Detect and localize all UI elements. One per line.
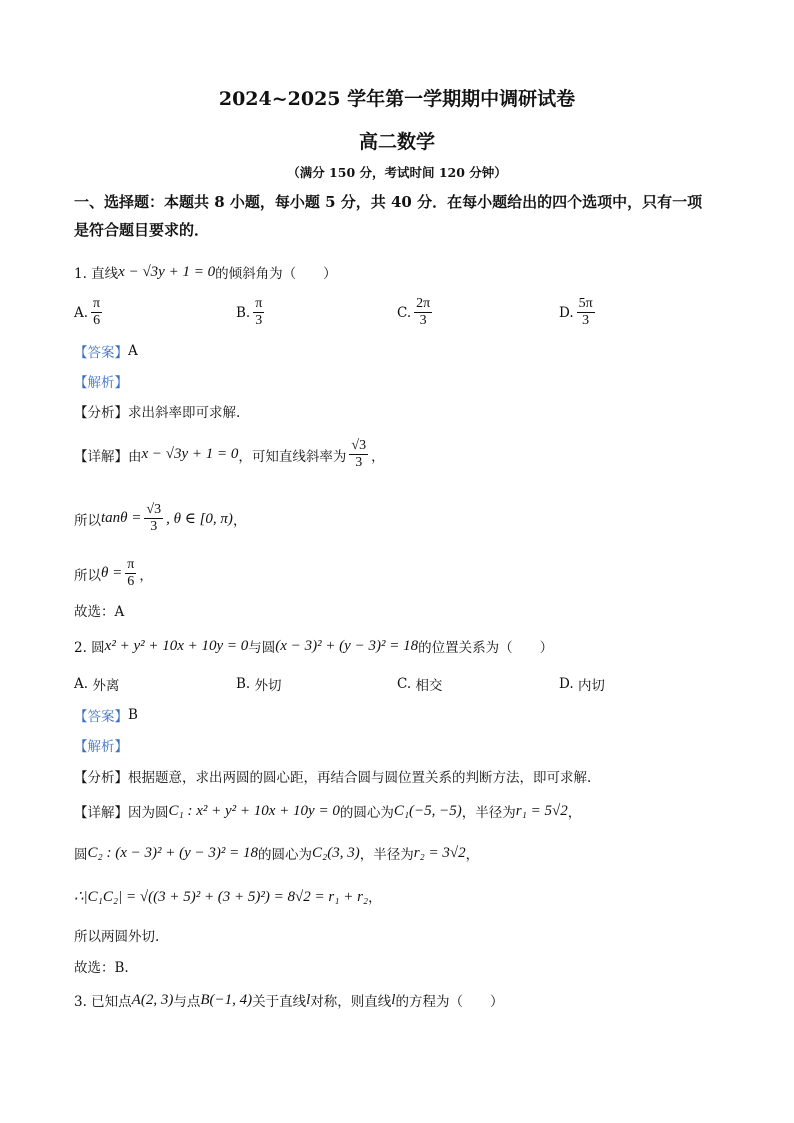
q1-stem	[74, 262, 337, 282]
detail1-c: ，半径为	[461, 805, 516, 821]
fenxi-text: 求出斜率即可求解.	[128, 405, 241, 421]
option-label: C.	[397, 304, 412, 321]
q2-conclusion: 所以两圆外切.	[74, 929, 160, 945]
q3-stem-suffix: 的方程为（ ）	[395, 994, 504, 1010]
q2-circle2: (x − 3)² + (y − 3)² = 18	[275, 637, 419, 654]
q2-number: 2. 圆	[74, 640, 105, 656]
detail2-radius: r₂ = 3√2	[413, 844, 466, 861]
section-heading-line1: 一、选择题：本题共 8 小题，每小题 5 分，共 40 分．在每小题给出的四个选项中，只有一项	[74, 193, 703, 211]
q2-option-c	[397, 674, 442, 694]
answer-value: A	[128, 343, 138, 359]
q2-circle1: x² + y² + 10x + 10y = 0	[104, 637, 249, 654]
q2-detail-line2	[74, 843, 479, 863]
option-label: A.	[74, 304, 89, 321]
detail-tag: 【详解】	[74, 805, 128, 821]
q2-choose: 故选：B.	[74, 960, 129, 976]
q1-option-a	[74, 296, 105, 329]
detail2-end: ，	[465, 847, 480, 863]
tan-fraction: $\frac{√3}{3}$	[146, 502, 162, 534]
option-text: 内切	[577, 678, 605, 694]
detail2-equation: C₂ : (x − 3)² + (y − 3)² = 18	[87, 844, 258, 861]
line2-prefix: 所以	[74, 512, 101, 529]
tan-text: tanθ =	[101, 510, 142, 526]
option-label: B.	[236, 304, 251, 321]
q1-option-c	[397, 296, 435, 329]
q1-answer	[74, 341, 138, 361]
q1-analysis	[74, 371, 128, 391]
answer-value: B	[128, 707, 138, 723]
option-label: B.	[236, 676, 251, 692]
detail1-b: 的圆心为	[339, 805, 394, 821]
q1-option-d	[559, 296, 598, 329]
detail2-a: 圆	[74, 847, 88, 863]
q1-choose: 故选：A	[74, 604, 125, 620]
option-fraction: $\frac{\pi}{6}$	[93, 296, 101, 328]
answer-tag: 【答案】	[74, 709, 128, 725]
option-label: C.	[397, 676, 412, 692]
fenxi-tag: 【分析】	[74, 770, 128, 786]
q1-detail-line3: 所以 θ = $\frac{\pi}{6}$ ，	[74, 557, 153, 589]
detail1-radius: r₁ = 5√2	[515, 802, 568, 819]
q1-fenxi	[74, 401, 240, 421]
q3-mid1: 与点	[173, 994, 201, 1010]
detail-tag: 【详解】	[74, 448, 128, 465]
q3-line-l2: l	[391, 991, 396, 1008]
option-label: D.	[559, 304, 574, 321]
detail-prefix: 由	[128, 448, 142, 465]
q3-mid3: 对称，则直线	[310, 994, 392, 1010]
q2-mid: 与圆	[248, 640, 276, 656]
q3-point-b: B(−1, 4)	[200, 991, 253, 1008]
detail1-end: ，	[567, 805, 582, 821]
q2-answer	[74, 705, 138, 725]
q2-option-b	[236, 674, 282, 694]
option-fraction: $\frac{2\pi}{3}$	[416, 296, 431, 328]
section-heading	[74, 188, 734, 244]
theta-text: θ =	[101, 565, 123, 581]
option-text: 外离	[92, 678, 120, 694]
slope-fraction: $\frac{√3}{3}$	[351, 438, 367, 470]
option-fraction: $\frac{\pi}{3}$	[255, 296, 263, 328]
detail2-c: ，半径为	[359, 847, 414, 863]
q3-point-a: A(2, 3)	[131, 991, 174, 1008]
analysis-tag: 【解析】	[74, 375, 128, 391]
q2-option-d	[559, 674, 605, 694]
answer-tag: 【答案】	[74, 345, 128, 361]
q2-detail-line3	[74, 886, 382, 906]
option-text: 相交	[415, 678, 443, 694]
q3-stem	[74, 990, 503, 1010]
range-text: , θ ∈ [0, π)	[166, 511, 233, 527]
option-label: D.	[559, 676, 574, 692]
q1-number: 1. 直线	[74, 266, 119, 282]
q2-detail	[74, 801, 581, 821]
detail-mid: ，可知直线斜率为	[238, 448, 347, 465]
q1-option-b	[236, 296, 267, 329]
detail1-a: 因为圆	[128, 805, 169, 821]
exam-note: （满分 150 分，考试时间 120 分钟）	[287, 165, 507, 180]
q1-detail-line2: 所以 tanθ = $\frac{√3}{3}$ , θ ∈ [0, π) ，	[74, 502, 247, 534]
q3-line-l: l	[306, 991, 311, 1008]
q1-detail: 【详解】 由 x − √3y + 1 = 0 ，可知直线斜率为 $\frac{√3}{3}$ ，	[74, 438, 385, 470]
q2-stem	[74, 636, 553, 656]
section-heading-line2: 是符合题目要求的．	[74, 221, 210, 239]
q2-option-a	[74, 674, 119, 694]
q2-stem-suffix: 的位置关系为（ ）	[418, 640, 554, 656]
subject-title: 高二数学	[358, 131, 435, 153]
detail3-end: ，	[368, 890, 382, 906]
detail1-center: C₁(−5, −5)	[393, 802, 462, 819]
q3-number: 3. 已知点	[74, 994, 132, 1010]
detail1-equation: C₁ : x² + y² + 10x + 10y = 0	[168, 802, 340, 819]
analysis-tag: 【解析】	[74, 739, 128, 755]
q2-fenxi	[74, 766, 591, 786]
q2-analysis	[74, 735, 128, 755]
fenxi-text: 根据题意，求出两圆的圆心距，再结合圆与圆位置关系的判断方法，即可求解.	[128, 770, 592, 786]
line3-prefix: 所以	[74, 567, 101, 584]
fenxi-tag: 【分析】	[74, 405, 128, 421]
q3-mid2: 关于直线	[252, 994, 307, 1010]
option-label: A.	[74, 676, 89, 692]
detail-equation: x − √3y + 1 = 0	[141, 446, 239, 462]
q1-equation: x − √3y + 1 = 0	[118, 263, 216, 280]
q1-stem-suffix: 的倾斜角为（ ）	[215, 266, 337, 282]
detail2-center: C₂(3, 3)	[312, 844, 360, 861]
theta-fraction: $\frac{\pi}{6}$	[127, 557, 135, 589]
detail2-b: 的圆心为	[258, 847, 312, 863]
detail3-equation: ∴|C₁C₂| = √((3 + 5)² + (3 + 5)²) = 8√2 = r₁ + r₂	[74, 888, 369, 905]
exam-title: 2024~2025 学年第一学期期中调研试卷	[218, 88, 576, 110]
option-text: 外切	[254, 678, 282, 694]
option-fraction: $\frac{5\pi}{3}$	[578, 296, 593, 328]
